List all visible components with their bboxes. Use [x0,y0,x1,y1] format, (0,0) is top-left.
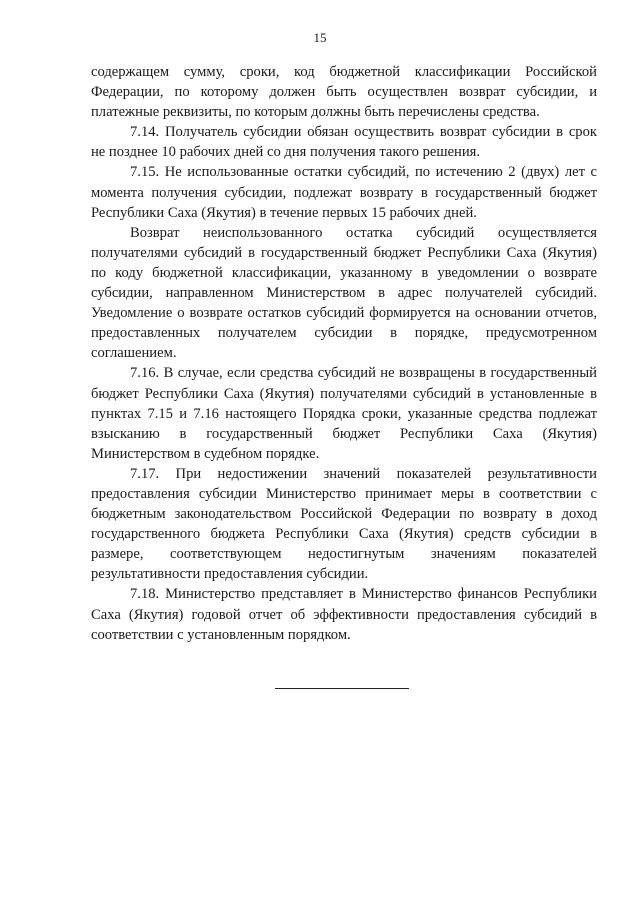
document-body [91,62,597,645]
end-of-document-rule [275,688,409,689]
paragraph-7-15: 7.15. Не использованные остатки субсидий, по истечению 2 (двух) лет с момента получения субсидии, подлежат возврату в государственный бюджет Республики Саха (Якутия) в течение первых 15 рабочих дней. [91,164,597,221]
paragraph-7-17: 7.17. При недостижении значений показателей результативности предоставления субсидии Министерство принимает меры в соответствии с бюджетным законодательством Российской Федерации по возврату в доход государственного бюджета Республики Саха (Якутия) средств субсидии в размере, соответствующем недостигнутым значениям показателей результативности предоставления субсидии. [91,465,597,583]
paragraph-7-14: 7.14. Получатель субсидии обязан осуществить возврат субсидии в срок не позднее 10 рабочих дней со дня получения такого решения. [91,124,597,161]
paragraph-refund-procedure: Возврат неиспользованного остатка субсидий осуществляется получателями субсидий в государственный бюджет Республики Саха (Якутия) по коду бюджетной классификации, указанному в уведомлении о возврате субсидии, направленном Министерством в адрес получателей субсидий. Уведомление о возврате остатков субсидий формируется на основании отчетов, предоставленных получателем субсидии в порядке, предусмотренном соглашением. [91,224,597,362]
paragraph-7-18: 7.18. Министерство представляет в Министерство финансов Республики Саха (Якутия) годовой отчет об эффективности предоставления субсидий в соответствии с установленным порядком. [91,586,597,643]
page-number: 15 [313,30,327,45]
paragraph-7-16: 7.16. В случае, если средства субсидий не возвращены в государственный бюджет Республики Саха (Якутия) получателями субсидий в установленные в пунктах 7.15 и 7.16 настоящего Порядка сроки, указанные средства подлежат взысканию в государственный бюджет Республики Саха (Якутия) Министерством в судебном порядке. [91,365,597,462]
paragraph-continuation: содержащем сумму, сроки, код бюджетной классификации Российской Федерации, по которому должен быть осуществлен возврат субсидии, и платежные реквизиты, по которым должны быть перечислены средства. [91,64,597,121]
